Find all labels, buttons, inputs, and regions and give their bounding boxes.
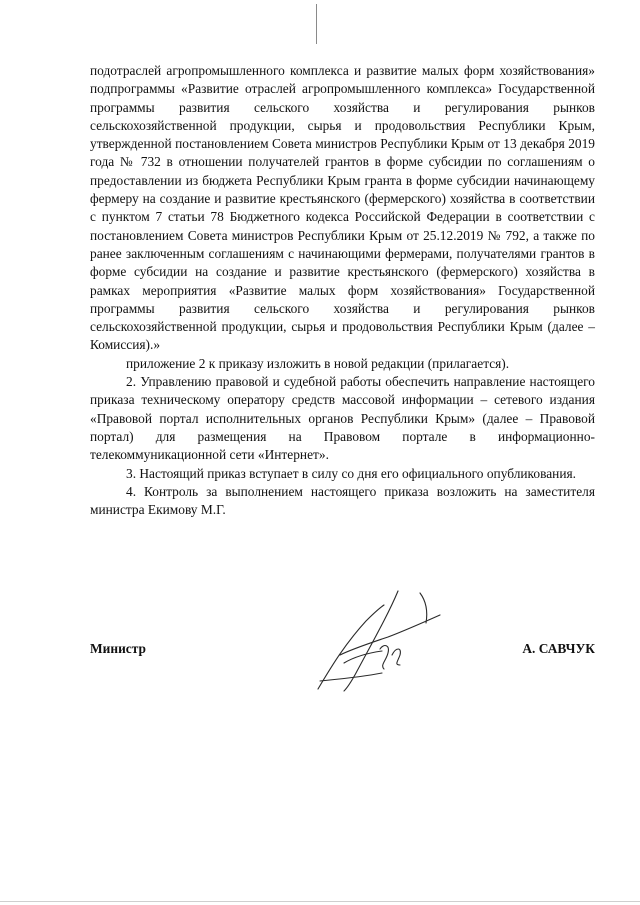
paragraph-item-3: 3. Настоящий приказ вступает в силу со дня его официального опубликования. [126,465,576,481]
paragraph-commission-definition: подотраслей агропромышленного комплекса и развитие малых форм хозяйствования» подпрограммы «Развитие отраслей агропромышленного комплекса» Государственной программы развития сельского хозяйства и регулирования рынков сельскохозяйственной продукции, сырья и продовольствия Республики Крым, утвержденной постановлением Совета министров Республики Крым от 13 декабря 2019 года № 732 в отношении получателей грантов в форме субсидии по соглашениям о предоставлении из бюджета Республики Крым гранта в форме субсидии начинающему фермеру на создание и развитие крестьянского (фермерского) хозяйства в соответствии с пунктом 7 статьи 78 Бюджетного кодекса Российской Федерации в соответствии с постановлением Совета министров Республики Крым от 25.12.2019 № 792, а также по ранее заключенным соглашениям с начинающими фермерами, получателями грантов в форме субсидии на создание и развитие крестьянского (фермерского) хозяйства в рамках мероприятия «Развитие малых форм хозяйствования» Государственной программы развития сельского хозяйства и регулирования рынков сельскохозяйственной продукции, сырья и продовольствия Республики Крым (далее –Комиссия).» [90,63,595,353]
paragraph-item-2: 2. Управлению правовой и судебной работы обеспечить направление настоящего приказа техническому оператору средств массовой информации – сетевого издания «Правовой портал исполнительных органов Республики Крым» (далее – Правовой портал) для размещения на Правовом портале в информационно-телекоммуникационной сети «Интернет». [90,374,595,463]
signatory-name: А. САВЧУК [522,641,595,656]
page-edge [0,901,640,902]
paragraph-item-4: 4. Контроль за выполнением настоящего приказа возложить на заместителя министра Екимову М.Г. [90,483,595,518]
paragraph-appendix: приложение 2 к приказу изложить в новой редакции (прилагается). [126,355,510,371]
document-body [90,62,595,519]
signatory-position: Министр [90,641,146,656]
handwritten-signature [300,585,460,695]
fold-mark [316,4,317,44]
